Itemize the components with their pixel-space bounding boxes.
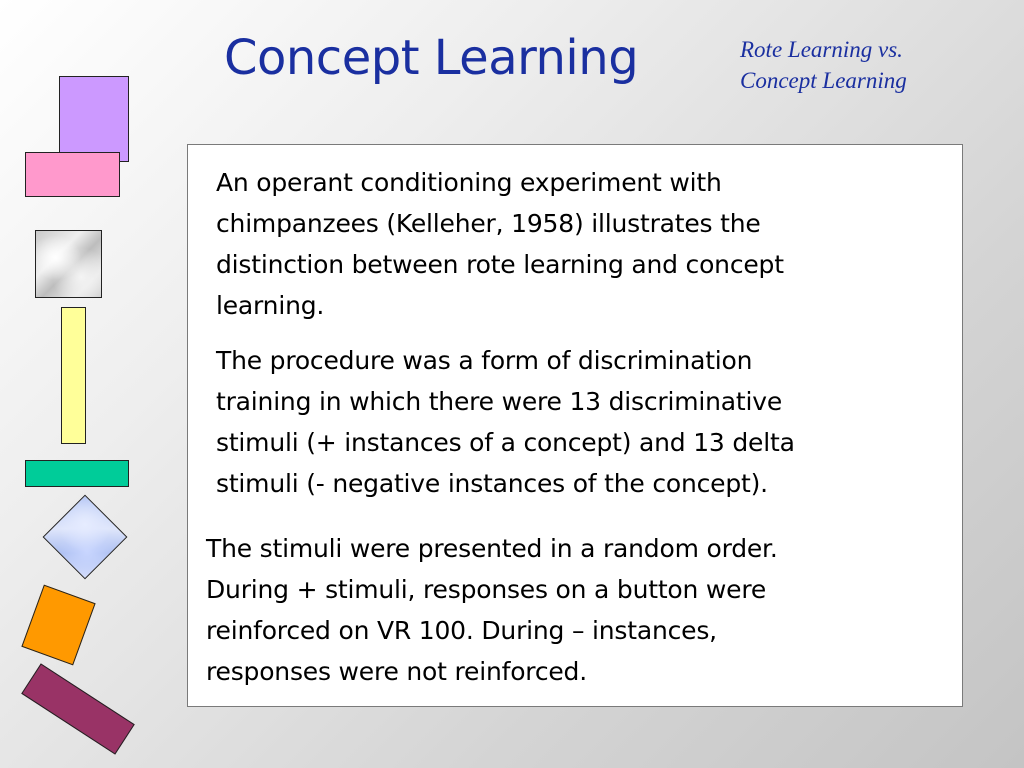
violet-rectangle-shape (59, 76, 129, 162)
slide-title: Concept Learning (224, 30, 639, 86)
text-line: The procedure was a form of discrimination (216, 346, 753, 375)
paragraph-intro (216, 162, 784, 326)
yellow-bar-shape (61, 307, 86, 444)
subtitle-line: Concept Learning (740, 68, 907, 93)
text-line: During + stimuli, responses on a button were (206, 575, 767, 604)
marble-square-shape (35, 230, 102, 298)
text-line: stimuli (- negative instances of the concept). (216, 469, 768, 498)
text-line: The stimuli were presented in a random order. (206, 534, 778, 563)
paragraph-stimuli (206, 528, 778, 692)
pink-rectangle-shape (25, 152, 120, 197)
paragraph-procedure (216, 340, 795, 504)
text-line: chimpanzees (Kelleher, 1958) illustrates the (216, 209, 761, 238)
text-line: reinforced on VR 100. During – instances, (206, 616, 717, 645)
text-line: training in which there were 13 discriminative (216, 387, 783, 416)
blue-diamond-shape (43, 495, 128, 580)
text-line: responses were not reinforced. (206, 657, 587, 686)
slide-subtitle (740, 34, 1000, 96)
maroon-tilted-bar-shape (21, 663, 135, 754)
orange-tilted-shape (21, 585, 95, 666)
subtitle-line: Rote Learning vs. (740, 37, 903, 62)
text-line: distinction between rote learning and concept (216, 250, 784, 279)
green-bar-shape (25, 460, 129, 487)
text-line: learning. (216, 291, 325, 320)
text-line: An operant conditioning experiment with (216, 168, 722, 197)
text-line: stimuli (+ instances of a concept) and 13 delta (216, 428, 795, 457)
